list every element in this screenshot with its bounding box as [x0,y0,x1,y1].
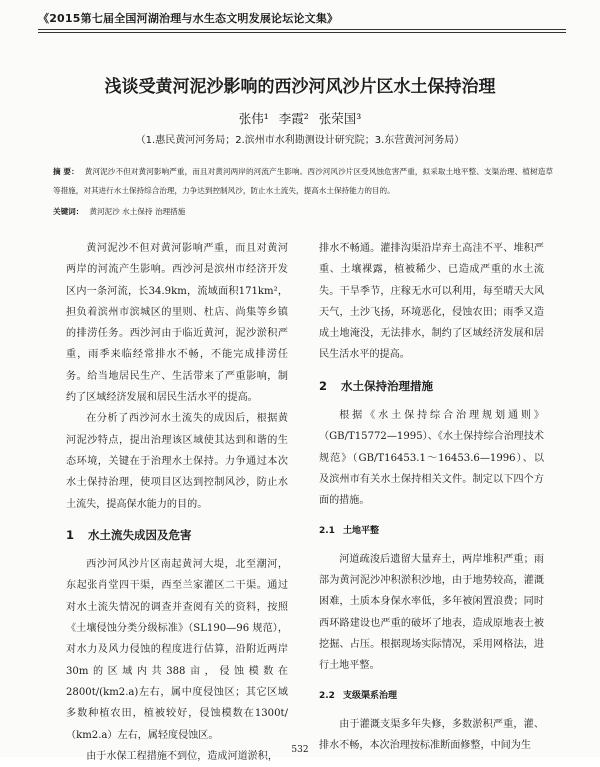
keywords-text: 黄河泥沙 水土保持 治理措施 [89,207,186,216]
paragraph: 西沙河风沙片区南起黄河大堤，北至潮河，东起张肖堂四干渠，西至兰家灌区二干渠。通过对水土流失情况的调查并查阅有关的资料，按照《土壤侵蚀分类分级标准》（SL190—96 规范），对水力及风力侵蚀的程度进行估算，沿附近两岸30m的区域内共388亩，侵蚀模数在2800t/(km2.a)左右，属中度侵蚀区；其它区域多数种植农田，植被较好，侵蚀模数在1300t/（km2.a）左右，属轻度侵蚀区。 [66,559,288,741]
subsection-heading-2-1 [319,521,544,542]
paragraph: 根据《水土保持综合治理规划通则》（GB/T15772—1995）、《水土保持综合治理技术规范》（GB/T16453.1～16453.6—1996）、以及滨州市有关水土保持相关文件。制定以下四个方面的措施。 [319,410,544,507]
subsection-heading-2-2 [319,686,544,707]
subsection-title: 支级渠系治理 [342,690,397,701]
subsection-number: 2.2 [319,690,335,701]
section-number: 2 [319,378,328,393]
paragraph: 排水不畅通。灌排沟渠沿岸弃土高洼不平、堆积严重、土壤裸露，植被稀少、已造成严重的水土流失。干旱季节，庄稼无水可以利用，每至晴天大风天气，土沙飞扬，环境恶化，侵蚀农田；雨季又造成土地淹没，无法排水，制约了区域经济发展和居民生活水平的提高。 [319,243,544,361]
left-column [66,238,288,767]
section-heading-1 [66,525,288,546]
proceedings-header: 《2015第七届全国河湖治理与水生态文明发展论坛论文集》 [38,12,339,25]
section-title: 水土流失成因及危害 [88,527,192,542]
page-number: 532 [291,745,309,755]
subsection-title: 土地平整 [342,525,379,536]
abstract-label: 摘 要： [53,167,79,176]
section-heading-2 [319,376,544,397]
paragraph: 在分析了西沙河水土流失的成因后，根据黄河泥沙特点，提出治理该区域使其达到和谐的生态环境，关键在于治理水土保持。力争通过本次水土保持治理，使项目区达到控制风沙，防止水土流失，提高保水能力的目的。 [66,413,288,510]
section-title: 水土保持治理措施 [341,378,434,393]
affiliations: （1.惠民黄河河务局；2.滨州市水利勘测设计研究院；3.东营黄河河务局） [135,135,465,146]
keywords [53,206,553,217]
paper-title: 浅谈受黄河泥沙影响的西沙河风沙片区水土保持治理 [104,77,496,97]
keywords-label: 关键词： [53,207,84,216]
right-column [319,238,544,757]
abstract-text: 黄河泥沙不但对黄河影响严重，而且对黄河两岸的河流产生影响。西沙河风沙片区受风蚀危害严重，拟采取土地平整、支渠治理、植树造草等措施，对其进行水土保持综合治理，力争达到控制风沙，防止水土流失，提高水土保持能力的目的。 [53,167,553,195]
paragraph: 黄河泥沙不但对黄河影响严重，而且对黄河两岸的河流产生影响。西沙河是滨州市经济开发区内一条河流，长34.9km，流域面积171km²，担负着滨州市滨城区的里则、杜店、尚集等乡镇的排涝任务。西沙河由于临近黄河，泥沙淤积严重，雨季来临经常排水不畅，不能完成排涝任务。给当地居民生产、生活带来了严重影响，制约了区域经济发展和居民生活水平的提高。 [66,243,288,404]
header-rule-thin [38,32,566,33]
author-list: 张伟¹ 李霞² 张荣国³ [238,111,362,126]
paragraph: 河道疏浚后遗留大量弃土，两岸堆积严重；雨部为黄河泥沙冲积淤积沙地，由于地势较高，灌溉困难，土质本身保水率低，多年被闲置浪费；同时西环路建设也严重的破坏了地表，造成原地表土被挖掘、占压。根据现场实际情况，采用网格法，进行土地平整。 [319,553,544,672]
subsection-number: 2.1 [319,525,335,536]
paragraph: 由于灌溉支渠多年失修，多数淤积严重，灌、排水不畅，本次治理按标准断面修整，中间为生 [319,718,544,752]
section-number: 1 [66,527,75,542]
header-rule [38,29,566,30]
paragraph: 由于水保工程措施不到位，造成河道淤积， [86,750,278,762]
abstract [53,162,553,200]
